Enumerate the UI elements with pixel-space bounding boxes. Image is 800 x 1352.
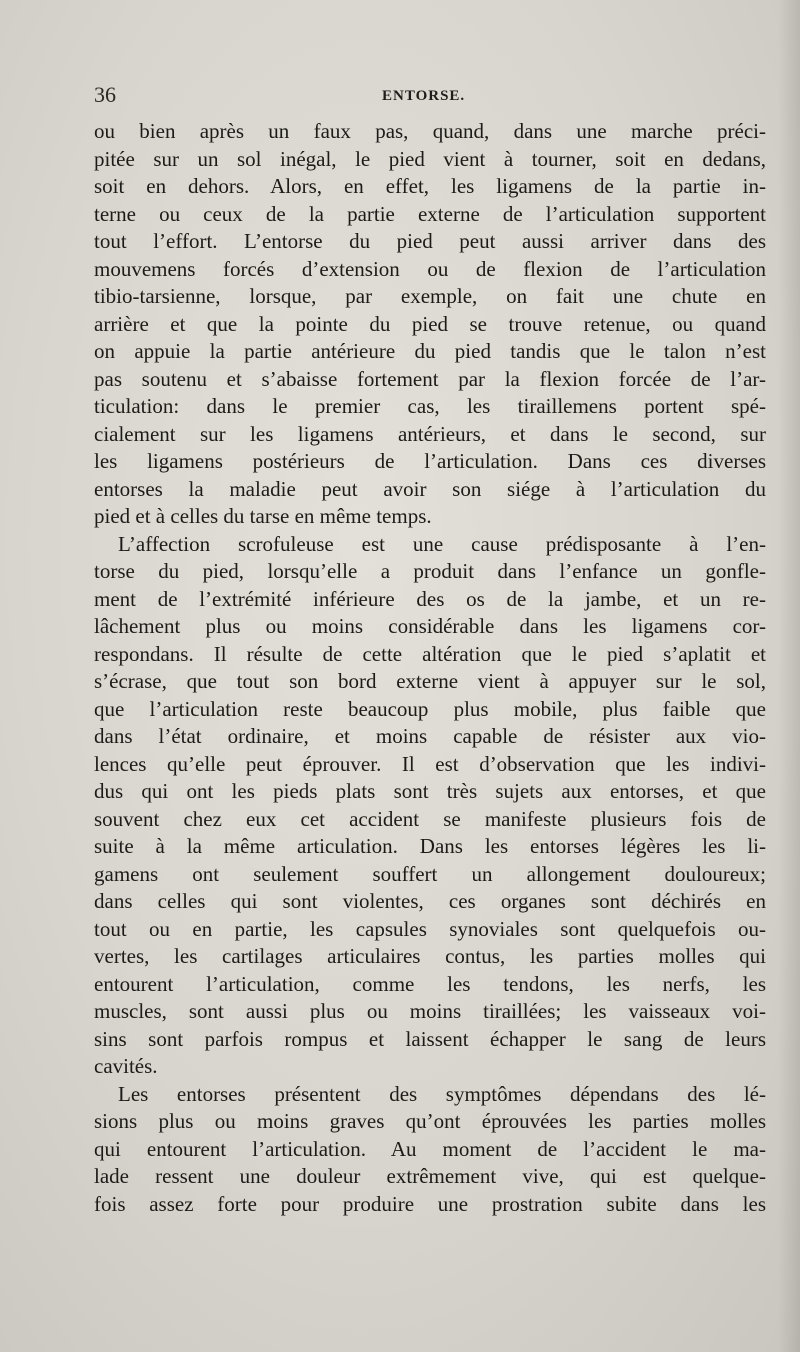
text-line: torse du pied, lorsqu’elle a produit dans l’enfance un gonfle-	[94, 559, 766, 583]
text-line: sions plus ou moins graves qu’ont éprouvées les parties molles	[94, 1109, 766, 1133]
text-line: cavités.	[94, 1054, 158, 1078]
page-number: 36	[94, 82, 116, 107]
text-line: les ligamens postérieurs de l’articulation. Dans ces diverses	[94, 449, 766, 473]
text-line: tibio-tarsienne, lorsque, par exemple, on fait une chute en	[94, 284, 766, 308]
text-line: que l’articulation reste beaucoup plus mobile, plus faible que	[94, 696, 766, 721]
text-line: on appuie la partie antérieure du pied tandis que le talon n’est	[94, 339, 766, 363]
page-edge-shadow	[778, 0, 800, 1352]
running-head	[94, 82, 766, 110]
text-line: lade ressent une douleur extrêmement vive, qui est quelque-	[94, 1164, 766, 1188]
text-line: dus qui ont les pieds plats sont très sujets aux entorses, et que	[94, 779, 766, 803]
text-line: lâchement plus ou moins considérable dans les ligamens cor-	[94, 614, 766, 638]
body-text	[94, 118, 766, 1218]
text-line: arrière et que la pointe du pied se trouve retenue, ou quand	[94, 311, 766, 336]
text-line: entourent l’articulation, comme les tendons, les nerfs, les	[94, 971, 766, 996]
text-line: qui entourent l’articulation. Au moment de l’accident le ma-	[94, 1136, 766, 1161]
text-line: pitée sur un sol inégal, le pied vient à tourner, soit en dedans,	[94, 146, 766, 171]
text-line: respondans. Il résulte de cette altération que le pied s’aplatit et	[94, 641, 766, 666]
text-line: dans celles qui sont violentes, ces organes sont déchirés en	[94, 889, 766, 913]
text-line: dans l’état ordinaire, et moins capable de résister aux vio-	[94, 724, 766, 748]
text-line: mouvemens forcés d’extension ou de flexion de l’articulation	[94, 256, 766, 281]
text-line: s’écrase, que tout son bord externe vient à appuyer sur le sol,	[94, 669, 766, 693]
text-line: Les entorses présentent des symptômes dépendans des lé-	[118, 1081, 766, 1106]
text-line: ment de l’extrémité inférieure des os de la jambe, et un re-	[94, 586, 766, 611]
text-line: entorses la maladie peut avoir son siége à l’articulation du	[94, 476, 766, 501]
text-line: cialement sur les ligamens antérieurs, et dans le second, sur	[94, 421, 766, 446]
text-line: souvent chez eux cet accident se manifeste plusieurs fois de	[94, 806, 766, 831]
text-line: pas soutenu et s’abaisse fortement par la flexion forcée de l’ar-	[94, 366, 766, 391]
running-title: ENTORSE.	[382, 88, 466, 104]
text-line: L’affection scrofuleuse est une cause prédisposante à l’en-	[118, 531, 766, 556]
text-line: lences qu’elle peut éprouver. Il est d’observation que les indivi-	[94, 751, 766, 776]
text-line: muscles, sont aussi plus ou moins tiraillées; les vaisseaux voi-	[94, 999, 766, 1023]
text-line: ticulation: dans le premier cas, les tiraillemens portent spé-	[94, 394, 766, 418]
text-line: gamens ont seulement souffert un allongement douloureux;	[94, 861, 766, 886]
text-line: soit en dehors. Alors, en effet, les ligamens de la partie in-	[94, 174, 766, 198]
text-line: fois assez forte pour produire une prostration subite dans les	[94, 1191, 766, 1216]
text-line: pied et à celles du tarse en même temps.	[94, 504, 432, 528]
text-line: terne ou ceux de la partie externe de l’articulation supportent	[94, 201, 766, 226]
text-line: suite à la même articulation. Dans les entorses légères les li-	[94, 834, 766, 858]
text-line: sins sont parfois rompus et laissent échapper le sang de leurs	[94, 1026, 766, 1051]
text-line: vertes, les cartilages articulaires contus, les parties molles qui	[94, 944, 766, 968]
text-line: tout ou en partie, les capsules synoviales sont quelquefois ou-	[94, 916, 766, 941]
text-line: ou bien après un faux pas, quand, dans une marche préci-	[94, 119, 766, 143]
text-line: tout l’effort. L’entorse du pied peut aussi arriver dans des	[94, 229, 766, 253]
